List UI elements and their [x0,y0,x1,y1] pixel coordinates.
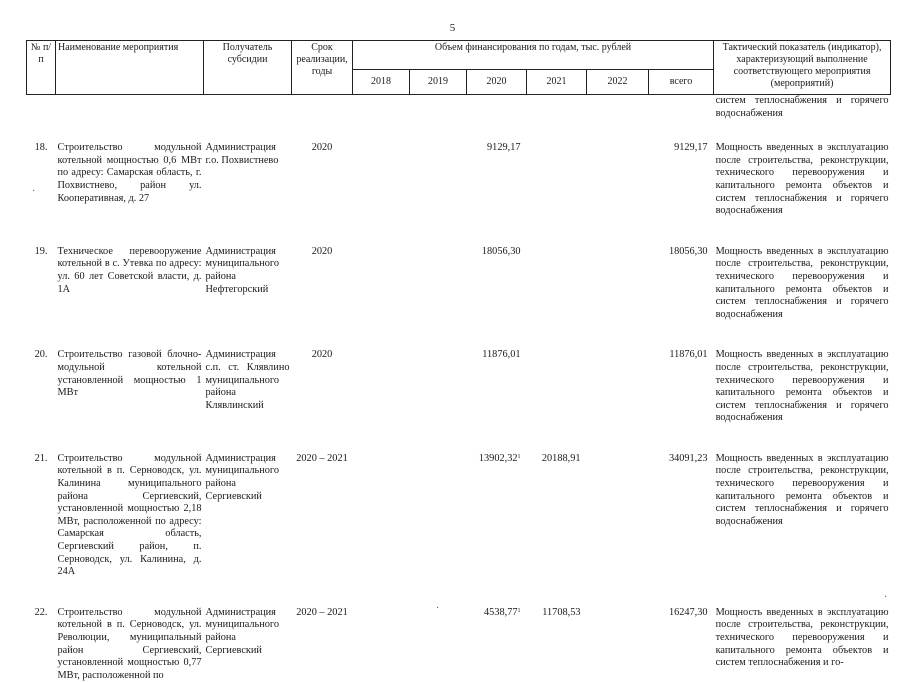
header-year-2021: 2021 [527,70,587,95]
row-number: 18. [34,142,48,154]
row-recipient: Администрация муниципального района Сергиевский [205,606,279,656]
row-term: 2020 – 2021 [296,452,348,464]
page-number: 5 [449,22,456,34]
row-indicator: Мощность введенных в эксплуатацию после строительства, реконструкции, технического перевооружения и капитального ремонта объектов и систем теплоснабжения и горячего водоснабжения [715,452,889,527]
table-row [27,224,891,328]
table-row [27,585,891,682]
row-term: 2020 – 2021 [296,606,348,618]
row-total: 11876,01 [669,349,708,361]
scan-speck: · [884,592,888,603]
row-name: Техническое перевооружение котельной в с. Утевка по адресу: ул. 60 лет Советской власти, д. 1А [57,245,202,295]
row-term: 2020 [311,349,333,361]
row-name: Строительство модульной котельной в п. Серноводск, ул. Революции, муниципальный район Сергиевский, установленной мощностью 0,77 МВт, расположенной по [57,606,202,681]
row-number: 22. [34,606,48,618]
table-header [27,41,891,95]
row-total: 34091,23 [668,452,708,464]
header-indicator: Тактический показатель (индикатор), характеризующий выполнение соответствующего мероприятия (мероприятий) [714,41,891,95]
funding-table [26,40,891,682]
row-number: 19. [34,245,48,257]
row-name: Строительство модульной котельной в п. Серноводск, ул. Калинина муниципального района Сергиевский, установленной мощностью 2,18 МВт, расположенной по адресу: Самарская область, Сергиевский район, п. Серноводск, ул. Калинина, д. 24А [57,452,202,578]
header-recipient: Получатель субсидии [204,41,292,95]
scan-speck: · [436,603,440,614]
row-2020: 11876,01 [482,349,521,361]
footnote-mark: 1 [517,453,521,460]
header-year-2020: 2020 [467,70,527,95]
table-row [27,431,891,585]
row-recipient: Администрация г.о. Похвистнево [205,142,279,166]
row-2020: 4538,77$^1$ [484,606,521,618]
row-2021 [527,224,587,328]
footnote-mark: 1 [517,607,521,614]
row-2021 [527,327,587,431]
header-year-2019: 2019 [410,70,467,95]
row-name: Строительство модульной котельной мощностью 0,6 МВт по адресу: Самарская область, г. Похвистнево, район ул. Кооперативная, д. 27 [57,142,202,204]
row-total: 9129,17 [674,142,708,154]
row-indicator: Мощность введенных в эксплуатацию после строительства, реконструкции, технического перевооружения и капитального ремонта объектов и систем теплоснабжения и горячего водоснабжения [715,142,889,217]
row-2020: 13902,32$^1$ [478,452,521,464]
row-total: 16247,30 [668,606,708,618]
header-year-2018: 2018 [353,70,410,95]
header-funding: Объем финансирования по годам, тыс. рублей [353,41,714,70]
row-number: 20. [34,349,48,361]
row-indicator: Мощность введенных в эксплуатацию после строительства, реконструкции, технического перевооружения и капитального ремонта объектов и систем теплоснабжения и горячего водоснабжения [715,245,889,320]
row-total: 18056,30 [668,245,708,257]
continuation-row [27,95,891,121]
row-2020: 9129,17 [487,142,521,154]
row-recipient: Администрация муниципального района Нефтегорский [205,245,279,295]
header-year-2022: 2022 [587,70,649,95]
row-2021 [527,120,587,224]
row-number: 21. [34,452,48,464]
row-recipient: Администрация муниципального района Сергиевский [205,452,279,502]
continuation-text: систем теплоснабжения и горячего водоснабжения [715,95,889,119]
header-total: всего [649,70,714,95]
table-row [27,327,891,431]
row-2020: 18056,30 [481,245,521,257]
header-num: № п/п [27,41,56,95]
header-term: Срок реализации, годы [292,41,353,95]
header-name: Наименование мероприятия [56,41,204,95]
table-row [27,120,891,224]
row-name: Строительство газовой блочно-модульной котельной установленной мощностью 1 МВт [57,349,202,399]
row-indicator: Мощность введенных в эксплуатацию после строительства, реконструкции, технического перевооружения и капитального ремонта объектов и систем теплоснабжения и горячего водоснабжения [715,349,889,424]
row-recipient: Администрация с.п. ст. Клявлино муниципального района Клявлинский [205,349,290,411]
row-term: 2020 [311,142,333,154]
row-2021: 11708,53 [542,606,581,618]
scan-speck: · [32,186,36,197]
row-indicator: Мощность введенных в эксплуатацию после строительства, реконструкции, технического перевооружения и капитального ремонта объектов и систем теплоснабжения и го- [715,606,889,669]
row-term: 2020 [311,245,333,257]
row-2021: 20188,91 [541,452,581,464]
